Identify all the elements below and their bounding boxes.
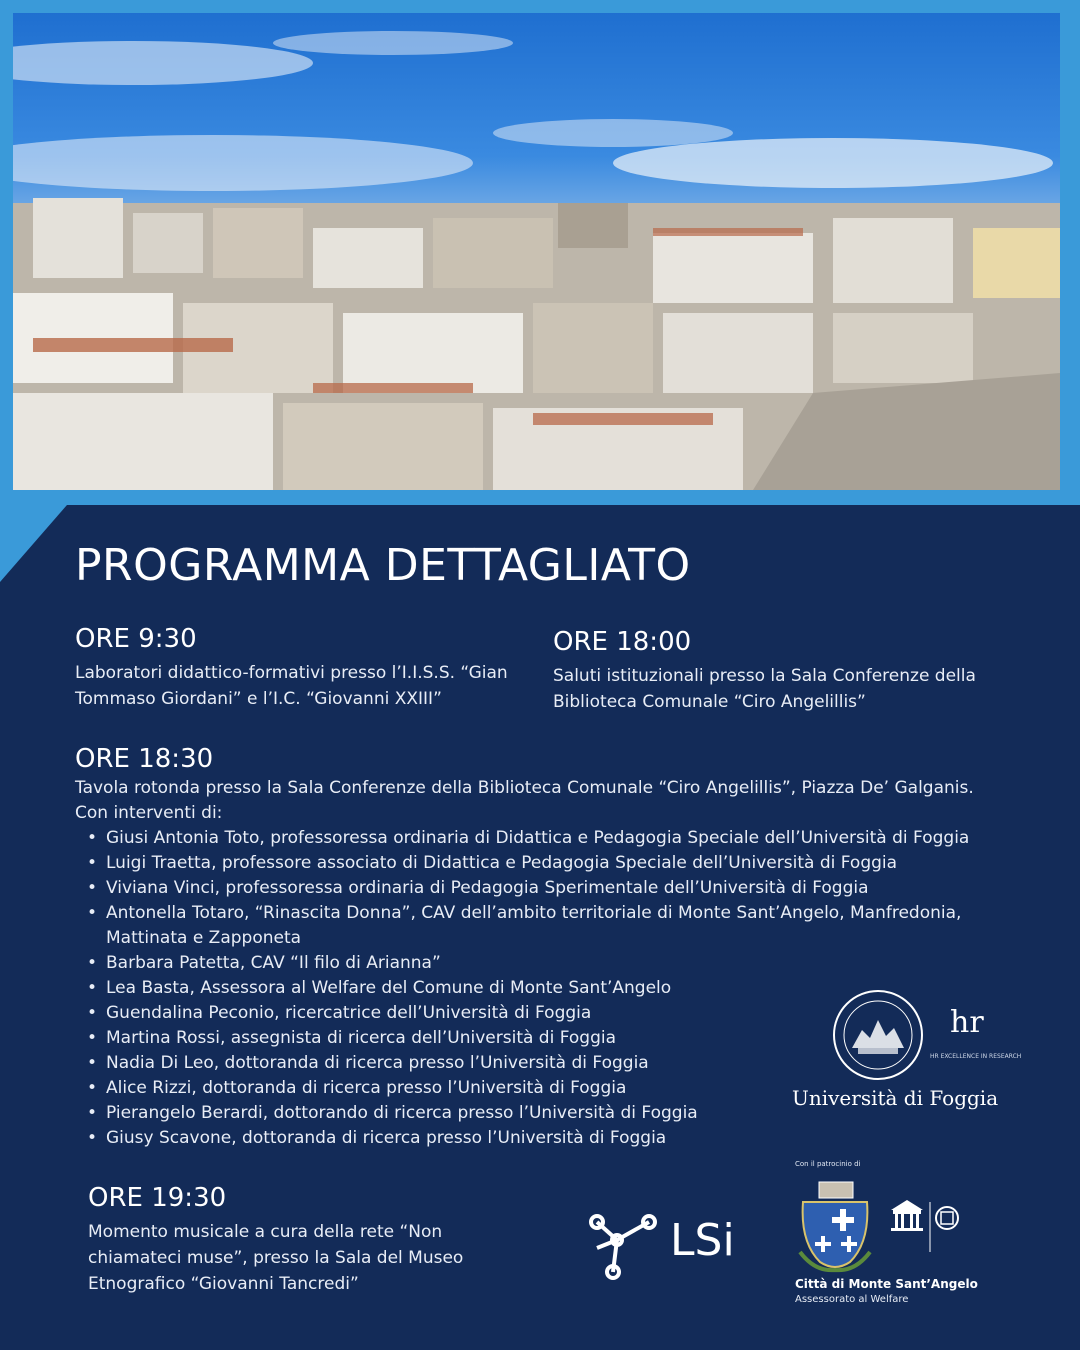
page-title: PROGRAMMA DETTAGLIATO (75, 540, 691, 591)
list-item: • Alice Rizzi, dottoranda di ricerca presso l’Università di Foggia (75, 1076, 1035, 1101)
list-item: • Antonella Totaro, “Rinascita Donna”, CAV dell’ambito territoriale di Monte Sant’Angelo, Manfredonia, Mattinata e Zapponeta (75, 901, 1005, 951)
corner-accent (0, 490, 80, 582)
list-item: • Luigi Traetta, professore associato di Didattica e Pedagogia Speciale dell’Università di Foggia (75, 851, 1035, 876)
list-item: • Martina Rossi, assegnista di ricerca dell’Università di Foggia (75, 1026, 1035, 1051)
lsi-logo (585, 1210, 755, 1280)
list-item: • Giusy Scavone, dottoranda di ricerca presso l’Università di Foggia (75, 1126, 1035, 1151)
list-item: • Barbara Patetta, CAV “Il filo di Arianna” (75, 951, 1035, 976)
city-name: Città di Monte Sant’Angelo (795, 1277, 978, 1291)
list-item: • Guendalina Peconio, ricercatrice dell’Università di Foggia (75, 1001, 1035, 1026)
patronage-block (795, 1160, 1025, 1310)
slot-description: Saluti istituzionali presso la Sala Conferenze della Biblioteca Comunale “Ciro Angelillis” (553, 666, 976, 712)
list-item: • Lea Basta, Assessora al Welfare del Comune di Monte Sant’Angelo (75, 976, 1035, 1001)
city-crest-icon (795, 1172, 1025, 1282)
slot-description: Momento musicale a cura della rete “Non chiamateci muse”, presso la Sala del Museo Etnografico “Giovanni Tancredi” (88, 1222, 464, 1294)
schedule-slot-930 (75, 624, 525, 712)
slot-time: ORE 9:30 (75, 624, 197, 654)
list-item: • Giusi Antonia Toto, professoressa ordinaria di Didattica e Pedagogia Speciale dell’Università di Foggia (75, 826, 1035, 851)
world-heritage-icon (936, 1207, 958, 1229)
slot-time: ORE 19:30 (88, 1183, 227, 1213)
town-buildings (13, 198, 1060, 490)
svg-text:hr: hr (950, 1005, 984, 1040)
unesco-icon (891, 1200, 923, 1231)
hero-photo-town (13, 13, 1060, 490)
speakers-intro: Con interventi di: (75, 803, 223, 823)
network-icon (585, 1210, 665, 1280)
hr-tagline: HR EXCELLENCE IN RESEARCH (930, 1053, 1022, 1060)
city-office: Assessorato al Welfare (795, 1294, 909, 1305)
university-name: Università di Foggia (792, 1086, 999, 1110)
slot-description: Tavola rotonda presso la Sala Conferenze della Biblioteca Comunale “Ciro Angelillis”, Piazza De’ Galganis. (75, 778, 974, 798)
schedule-slot-1930 (88, 1183, 508, 1297)
lsi-wordmark: LSi (670, 1215, 735, 1266)
slot-description: Laboratori didattico-formativi presso l’I.I.S.S. “Gian Tommaso Giordani” e l’I.C. “Giovanni XXIII” (75, 663, 508, 709)
schedule-slot-1800 (553, 627, 1023, 715)
slot-time: ORE 18:00 (553, 627, 692, 657)
list-item: • Nadia Di Leo, dottoranda di ricerca presso l’Università di Foggia (75, 1051, 1035, 1076)
slot-time: ORE 18:30 (75, 744, 214, 774)
university-logo (790, 990, 1020, 1120)
list-item: • Pierangelo Berardi, dottorando di ricerca presso l’Università di Foggia (75, 1101, 1035, 1126)
list-item: • Viviana Vinci, professoressa ordinaria di Pedagogia Sperimentale dell’Università di Foggia (75, 876, 1035, 901)
university-seal-icon (790, 990, 1020, 1085)
patronage-label: Con il patrocinio di (795, 1160, 861, 1168)
